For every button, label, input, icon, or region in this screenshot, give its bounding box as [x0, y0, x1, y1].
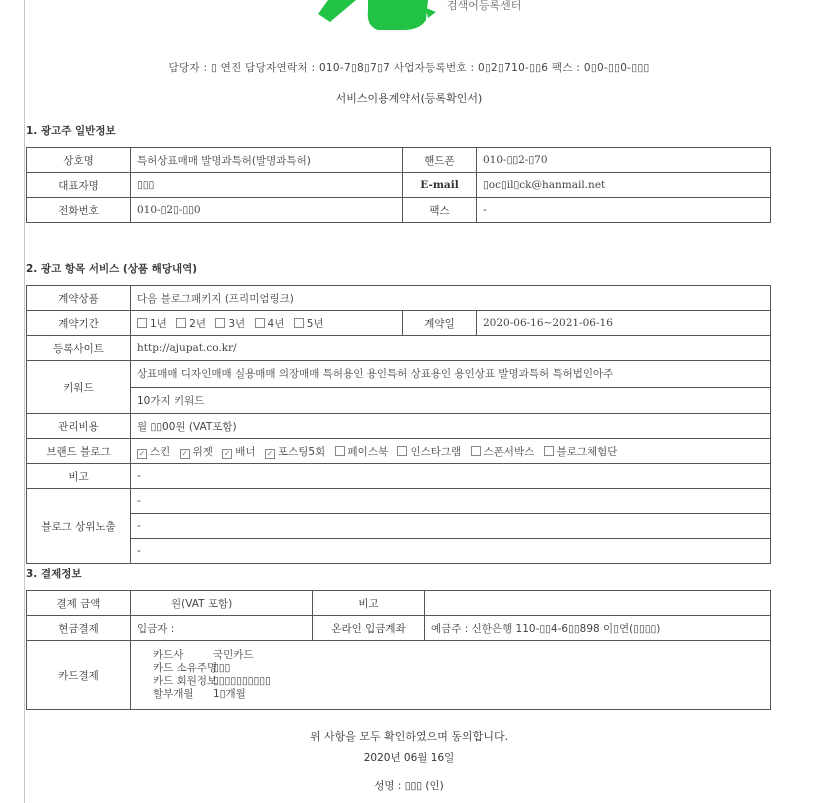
- checkbox-icon[interactable]: [137, 449, 147, 459]
- table-row: [27, 414, 771, 439]
- checkbox-icon[interactable]: [255, 318, 265, 328]
- value-keyword-line1: 상표매매 디자인매매 실용매매 의장매매 특허용인 용인특허 상표용인 용인상표 발명과특허 특허법인아주: [131, 361, 771, 388]
- value-contract-date: 2020-06-16~2021-06-16: [477, 311, 771, 336]
- checkbox-icon[interactable]: [222, 449, 232, 459]
- value-telephone: 010-▯2▯-▯▯0: [131, 198, 403, 223]
- checkbox-icon[interactable]: [137, 318, 147, 328]
- card-row: 카드 소유주명▯▯▯: [153, 662, 231, 674]
- section-heading-service: 2. 광고 항목 서비스 (상품 해당내역): [26, 263, 198, 275]
- logo-text: 검색어등록센터: [447, 0, 522, 12]
- checkbox-icon[interactable]: [176, 318, 186, 328]
- checkbox-icon[interactable]: [335, 446, 345, 456]
- checkbox-icon[interactable]: [265, 449, 275, 459]
- value-note: -: [131, 464, 771, 489]
- value-account: 예금주 : 신한은행 110-▯▯4-6▯▯898 이▯연(▯▯▯▯): [425, 616, 771, 641]
- brand-option[interactable]: ✓ 배너: [222, 446, 255, 458]
- label-telephone: 전화번호: [27, 198, 131, 223]
- label-site: 등록사이트: [27, 336, 131, 361]
- value-representative: ▯▯▯: [131, 173, 403, 198]
- table-row: [27, 148, 771, 173]
- service-table: [26, 285, 771, 564]
- label-brand-blog: 브랜드 블로그: [27, 439, 131, 464]
- table-row: [27, 514, 771, 539]
- period-option[interactable]: 2년: [176, 318, 206, 330]
- brand-options: [131, 439, 771, 464]
- section-heading-payment: 3. 결제정보: [26, 568, 82, 580]
- value-top-exposure: -: [131, 514, 771, 539]
- brand-option[interactable]: 페이스북: [335, 446, 389, 458]
- card-row: 카드 회원정보▯▯▯▯▯▯▯▯▯▯: [153, 675, 271, 687]
- table-row: [27, 311, 771, 336]
- label-cash: 현금결제: [27, 616, 131, 641]
- value-site[interactable]: http://ajupat.co.kr/: [131, 336, 771, 361]
- table-row: [27, 173, 771, 198]
- sign-date: 2020년 06월 16일: [363, 752, 455, 764]
- table-row: [27, 286, 771, 311]
- brand-option[interactable]: 블로그체험단: [544, 446, 618, 458]
- period-options: [131, 311, 403, 336]
- advertiser-info-table: [26, 147, 771, 223]
- label-product: 계약상품: [27, 286, 131, 311]
- table-row: [27, 539, 771, 564]
- label-online-account: 온라인 입금계좌: [313, 616, 425, 641]
- page-left-border: [24, 0, 25, 803]
- document-title: 서비스이용계약서(등록확인서): [335, 92, 483, 105]
- label-note: 비고: [27, 464, 131, 489]
- checkbox-icon[interactable]: [471, 446, 481, 456]
- brand-option[interactable]: ✓ 위젯: [180, 446, 213, 458]
- period-option[interactable]: 5년: [294, 318, 324, 330]
- checkbox-icon[interactable]: [180, 449, 190, 459]
- value-email: ▯oc▯il▯ck@hanmail.net: [477, 173, 771, 198]
- label-keyword: 키워드: [27, 361, 131, 414]
- checkbox-icon[interactable]: [544, 446, 554, 456]
- logo-icon: [308, 0, 468, 32]
- table-row: [27, 336, 771, 361]
- label-fee: 관리비용: [27, 414, 131, 439]
- signature-line: 성명 : ▯▯▯ (인): [374, 780, 444, 792]
- value-product: 다음 블로그패키지 (프리미엄링크): [131, 286, 771, 311]
- label-amount: 결제 금액: [27, 591, 131, 616]
- label-representative: 대표자명: [27, 173, 131, 198]
- table-row: [27, 439, 771, 464]
- brand-option[interactable]: ✓ 스킨: [137, 446, 170, 458]
- card-row: 카드사 국민카드: [153, 649, 254, 661]
- label-email: E-mail: [403, 173, 477, 198]
- brand-option[interactable]: 스폰서박스: [471, 446, 535, 458]
- period-option[interactable]: 4년: [255, 318, 285, 330]
- period-option[interactable]: 3년: [215, 318, 245, 330]
- brand-option[interactable]: ✓ 포스팅5회: [265, 446, 325, 458]
- table-row: [27, 641, 771, 710]
- label-company: 상호명: [27, 148, 131, 173]
- table-row: [27, 489, 771, 514]
- checkbox-icon[interactable]: [215, 318, 225, 328]
- value-fax: -: [477, 198, 771, 223]
- table-row: [27, 616, 771, 641]
- checkbox-icon[interactable]: [397, 446, 407, 456]
- label-top-exposure: 블로그 상위노출: [27, 489, 131, 564]
- value-fee: 월 ▯▯00원 (VAT포함): [131, 414, 771, 439]
- label-phone: 핸드폰: [403, 148, 477, 173]
- contact-line: 담당자 : ▯ 연진 담당자연락처 : 010-7▯8▯7▯7 사업자등록번호 : 0▯2▯710-▯▯6 팩스 : 0▯0-▯▯0-▯▯▯: [168, 62, 650, 74]
- agreement-text: 위 사항을 모두 확인하였으며 동의합니다.: [309, 730, 509, 743]
- payment-table: [26, 590, 771, 710]
- brand-option[interactable]: 인스타그램: [397, 446, 461, 458]
- value-keyword-line2: 10가지 키워드: [131, 387, 771, 414]
- value-top-exposure: -: [131, 489, 771, 514]
- table-row: [27, 387, 771, 414]
- label-remark: 비고: [313, 591, 425, 616]
- label-card: 카드결제: [27, 641, 131, 710]
- label-period: 계약기간: [27, 311, 131, 336]
- label-contract-date: 계약일: [403, 311, 477, 336]
- card-row: 할부개월 1▯개월: [153, 688, 246, 700]
- table-row: [27, 198, 771, 223]
- table-row: [27, 361, 771, 388]
- table-row: [27, 464, 771, 489]
- value-amount: 원(VAT 포함): [131, 591, 313, 616]
- value-phone: 010-▯▯2-▯70: [477, 148, 771, 173]
- table-row: [27, 591, 771, 616]
- value-top-exposure: -: [131, 539, 771, 564]
- label-fax: 팩스: [403, 198, 477, 223]
- value-remark: [425, 591, 771, 616]
- checkbox-icon[interactable]: [294, 318, 304, 328]
- period-option[interactable]: 1년: [137, 318, 167, 330]
- value-company: 특허상표매매 발명과특허(발명과특허): [131, 148, 403, 173]
- value-depositor: 입금자 :: [131, 616, 313, 641]
- section-heading-advertiser: 1. 광고주 일반정보: [26, 125, 116, 137]
- card-info: [131, 641, 771, 710]
